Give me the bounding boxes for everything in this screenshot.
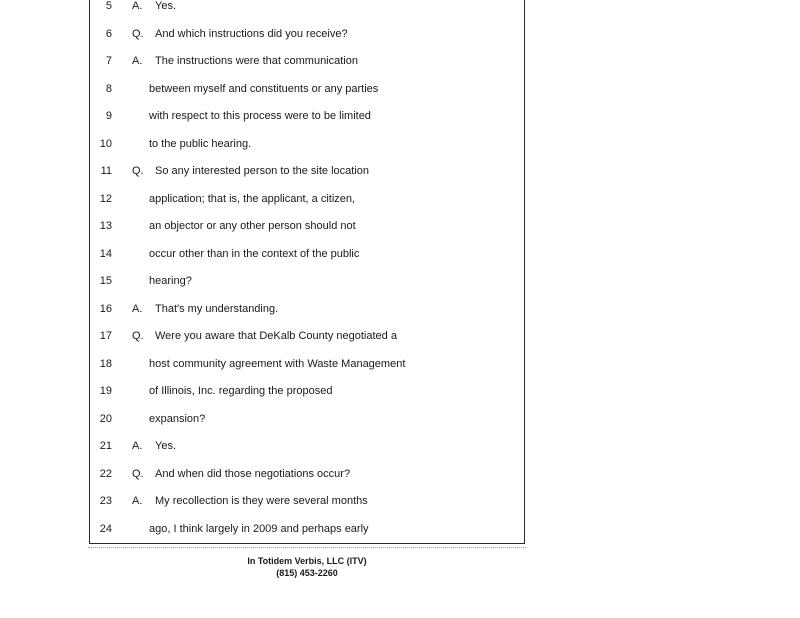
line-text: And which instructions did you receive? <box>155 27 348 40</box>
speaker-label: Q. <box>132 330 144 342</box>
transcript-line <box>90 244 524 264</box>
page-footer <box>89 555 525 579</box>
footer-company: In Totidem Verbis, LLC (ITV) <box>247 556 367 566</box>
transcript-line <box>90 354 524 374</box>
line-number: 22 <box>99 467 112 480</box>
transcript-line <box>90 436 524 456</box>
footer-phone: (815) 453-2260 <box>276 568 338 578</box>
line-number: 20 <box>99 412 112 425</box>
line-text: ago, I think largely in 2009 and perhaps early <box>149 522 369 535</box>
line-number: 18 <box>99 357 112 370</box>
transcript-line <box>90 189 524 209</box>
transcript-line <box>90 464 524 484</box>
line-number: 5 <box>105 0 112 12</box>
transcript-line <box>90 161 524 181</box>
line-text: And when did those negotiations occur? <box>155 467 351 480</box>
transcript-line <box>90 51 524 71</box>
line-number: 10 <box>99 137 112 150</box>
line-number: 21 <box>99 440 112 452</box>
line-number: 7 <box>105 55 112 67</box>
line-text: Yes. <box>155 0 177 12</box>
transcript-line <box>90 271 524 291</box>
line-number: 13 <box>99 220 112 232</box>
line-number: 14 <box>99 247 112 260</box>
line-text: an objector or any other person should not <box>149 220 356 232</box>
line-text: Yes. <box>155 440 177 452</box>
line-number: 16 <box>99 302 112 315</box>
speaker-label: Q. <box>132 27 144 40</box>
line-number: 24 <box>99 522 112 535</box>
line-text: hearing? <box>149 275 192 287</box>
line-text: So any interested person to the site location <box>155 165 370 177</box>
speaker-label: A. <box>132 495 143 507</box>
transcript-page <box>89 0 525 544</box>
line-number: 12 <box>99 192 112 205</box>
transcript-line <box>90 24 524 44</box>
transcript-line <box>90 134 524 154</box>
speaker-label: A. <box>132 0 143 12</box>
transcript-line <box>90 491 524 511</box>
line-number: 19 <box>99 385 112 397</box>
line-number: 23 <box>99 495 112 507</box>
line-text: between myself and constituents or any parties <box>149 82 379 95</box>
transcript-line <box>90 106 524 126</box>
line-text: to the public hearing. <box>149 137 252 150</box>
line-number: 9 <box>105 110 112 122</box>
line-number: 17 <box>99 330 112 342</box>
speaker-label: A. <box>132 440 143 452</box>
transcript-line <box>90 409 524 429</box>
line-text: The instructions were that communication <box>155 55 358 67</box>
line-text: of Illinois, Inc. regarding the proposed <box>149 385 333 397</box>
line-text: host community agreement with Waste Management <box>149 357 406 370</box>
speaker-label: Q. <box>132 165 144 177</box>
transcript-line <box>90 519 524 539</box>
transcript-line <box>90 216 524 236</box>
transcript-line <box>90 79 524 99</box>
line-text: My recollection is they were several months <box>155 495 368 507</box>
transcript-line <box>90 326 524 346</box>
speaker-label: A. <box>132 55 143 67</box>
line-text: That's my understanding. <box>155 302 279 315</box>
speaker-label: Q. <box>132 467 144 480</box>
line-text: expansion? <box>149 412 206 425</box>
speaker-label: A. <box>132 302 143 315</box>
line-number: 8 <box>105 82 112 95</box>
line-text: application; that is, the applicant, a citizen, <box>149 192 356 205</box>
line-text: Were you aware that DeKalb County negotiated a <box>155 330 397 342</box>
transcript-line <box>90 299 524 319</box>
line-number: 11 <box>100 165 112 177</box>
transcript-line <box>90 381 524 401</box>
transcript-line <box>90 0 524 16</box>
line-number: 15 <box>99 275 112 287</box>
line-text: with respect to this process were to be limited <box>149 110 371 122</box>
line-text: occur other than in the context of the public <box>149 247 360 260</box>
line-number: 6 <box>105 27 112 40</box>
